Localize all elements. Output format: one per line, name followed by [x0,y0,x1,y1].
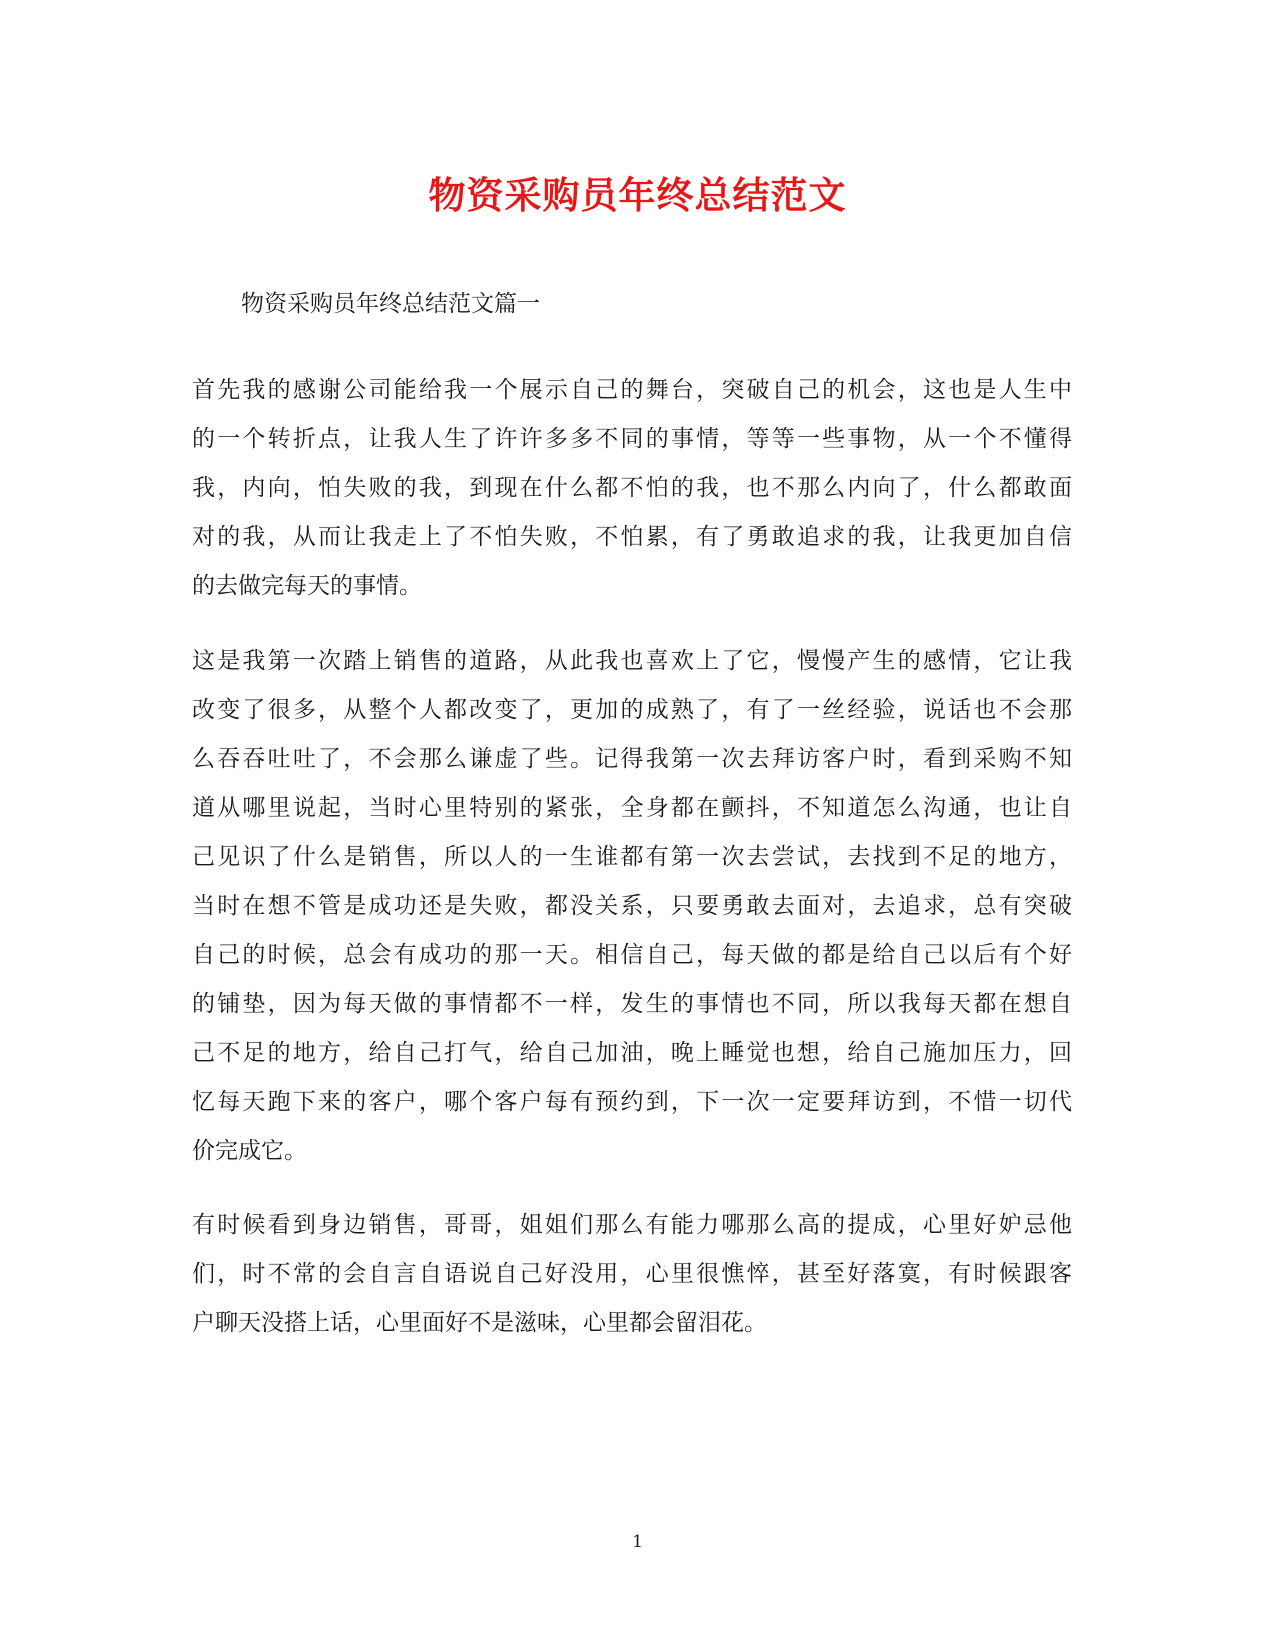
paragraph-line: 的一个转折点，让我人生了许许多多不同的事情，等等一些事物，从一个不懂得 [192,426,1072,452]
paragraph-line: 己见识了什么是销售，所以人的一生谁都有第一次去尝试，去找到不足的地方， [192,844,1072,870]
paragraph-line: 户聊天没搭上话，心里面好不是滋味，心里都会留泪花。 [192,1310,767,1336]
paragraph-line: 这是我第一次踏上销售的道路，从此我也喜欢上了它，慢慢产生的感情，它让我 [192,648,1072,674]
section-heading: 物资采购员年终总结范文篇一 [241,291,540,317]
paragraph-line: 的去做完每天的事情。 [192,573,422,599]
paragraph-2 [192,637,1072,1176]
paragraph-line: 们，时不常的会自言自语说自己好没用，心里很憔悴，甚至好落寞，有时候跟客 [192,1261,1072,1287]
paragraph-3 [192,1201,1072,1348]
paragraph-line: 对的我，从而让我走上了不怕失败，不怕累，有了勇敢追求的我，让我更加自信 [192,524,1072,550]
paragraph-line: 忆每天跑下来的客户，哪个客户每有预约到，下一次一定要拜访到，不惜一切代 [192,1089,1072,1115]
page-number: 1 [632,1532,643,1552]
paragraph-line: 么吞吞吐吐了，不会那么谦虚了些。记得我第一次去拜访客户时，看到采购不知 [192,746,1072,772]
paragraph-1 [192,366,1072,611]
paragraph-line: 价完成它。 [192,1138,307,1164]
paragraph-line: 的铺垫，因为每天做的事情都不一样，发生的事情也不同，所以我每天都在想自 [192,991,1072,1017]
paragraph-line: 首先我的感谢公司能给我一个展示自己的舞台，突破自己的机会，这也是人生中 [192,377,1072,403]
paragraph-line: 己不足的地方，给自己打气，给自己加油，晚上睡觉也想，给自己施加压力，回 [192,1040,1072,1066]
paragraph-line: 道从哪里说起，当时心里特别的紧张，全身都在颤抖，不知道怎么沟通，也让自 [192,795,1072,821]
paragraph-line: 自己的时候，总会有成功的那一天。相信自己，每天做的都是给自己以后有个好 [192,942,1072,968]
paragraph-line: 有时候看到身边销售，哥哥，姐姐们那么有能力哪那么高的提成，心里好妒忌他 [192,1212,1072,1238]
paragraph-line: 改变了很多，从整个人都改变了，更加的成熟了，有了一丝经验，说话也不会那 [192,697,1072,723]
paragraph-line: 当时在想不管是成功还是失败，都没关系，只要勇敢去面对，去追求，总有突破 [192,893,1072,919]
paragraph-line: 我，内向，怕失败的我，到现在什么都不怕的我，也不那么内向了，什么都敢面 [192,475,1072,501]
document-title: 物资采购员年终总结范文 [428,173,847,217]
